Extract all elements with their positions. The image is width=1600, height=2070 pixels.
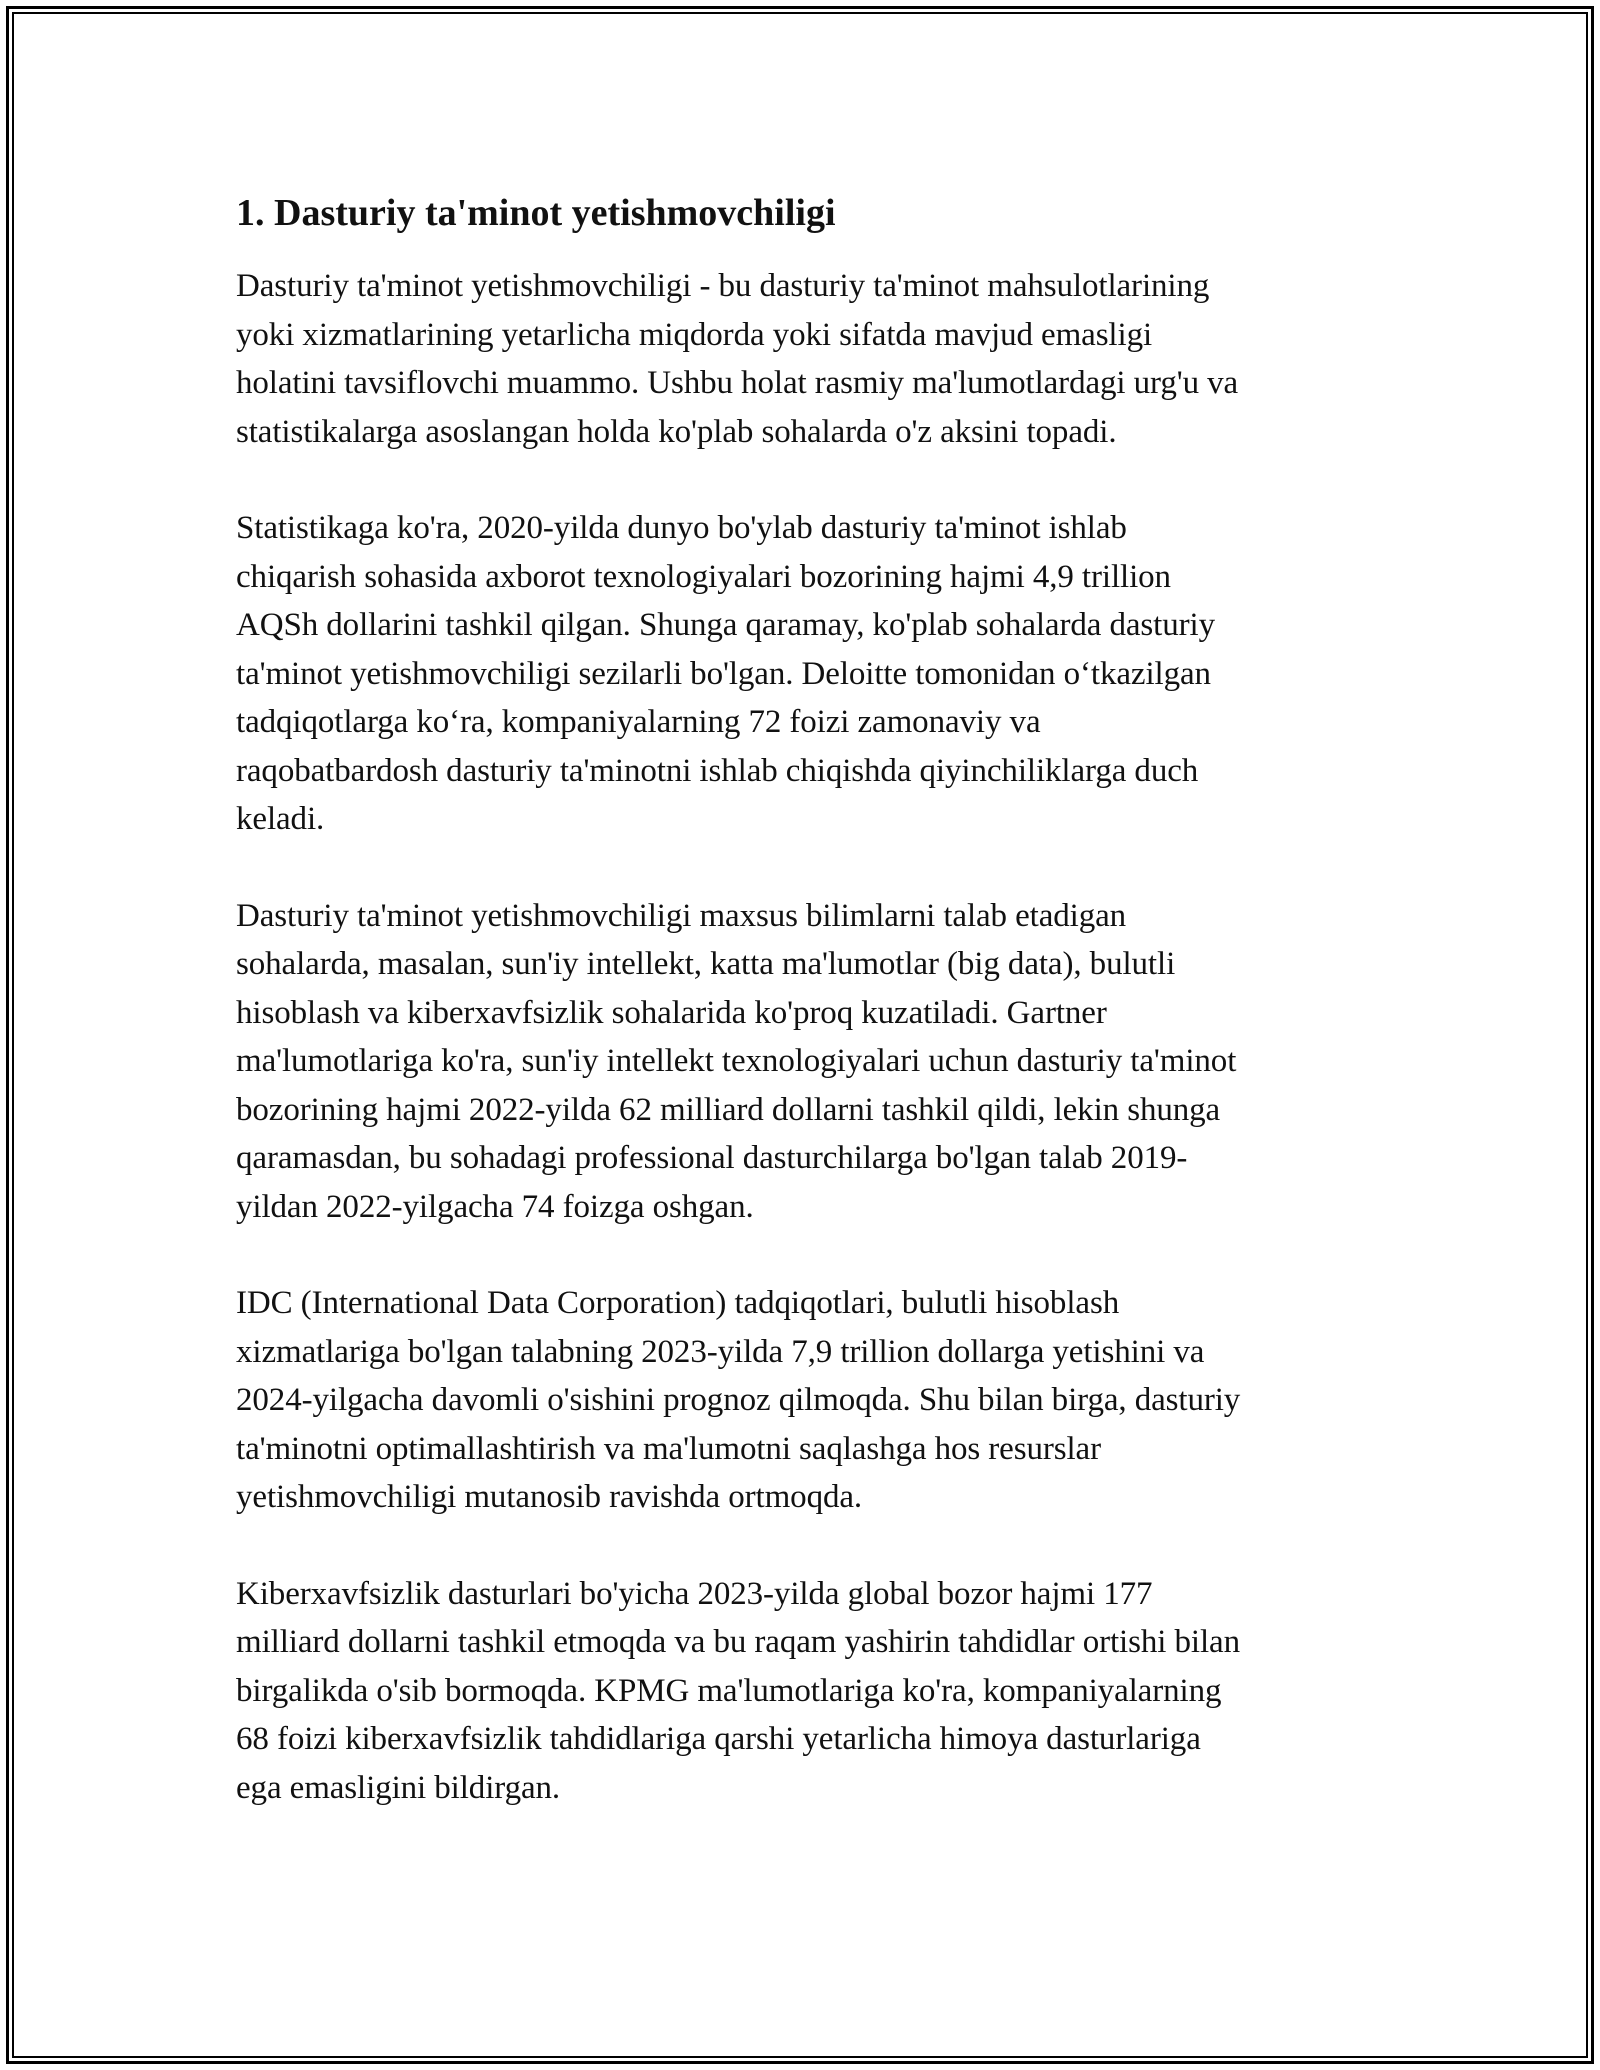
text-line: Kiberxavfsizlik dasturlari bo'yicha 2023-yilda global bozor hajmi 177 [236,1575,1153,1612]
text-line: AQSh dollarini tashkil qilgan. Shunga qaramay, ko'plab sohalarda dasturiy [236,607,1215,643]
text-line: xizmatlariga bo'lgan talabning 2023-yilda 7,9 trillion dollarga yetishini va [236,1333,1205,1370]
text-line: yildan 2022-yilgacha 74 foizga oshgan. [236,1188,754,1225]
paragraph-cybersecurity [236,1570,1366,1813]
text-line: Dasturiy ta'minot yetishmovchiligi - bu dasturiy ta'minot mahsulotlarining [236,268,1210,304]
text-line: milliard dollarni tashkil etmoqda va bu raqam yashirin tahdidlar ortishi bilan [236,1624,1240,1660]
text-line: IDC (International Data Corporation) tadqiqotlari, bulutli hisoblash [236,1285,1120,1321]
text-line: yoki xizmatlarining yetarlicha miqdorda yoki sifatda mavjud emasligi [236,316,1153,353]
text-line: 68 foizi kiberxavfsizlik tahdidlariga qarshi yetarlicha himoya dasturlariga [236,1721,1201,1757]
paragraph-idc [236,1279,1366,1522]
text-line: yetishmovchiligi mutanosib ravishda ortmoqda. [236,1479,863,1515]
text-line: holatini tavsiflovchi muammo. Ushbu holat rasmiy ma'lumotlardagi urg'u va [236,365,1239,401]
text-line: 2024-yilgacha davomli o'sishini prognoz qilmoqda. Shu bilan birga, dasturiy [236,1382,1241,1418]
text-line: ma'lumotlariga ko'ra, sun'iy intellekt texnologiyalari uchun dasturiy ta'minot [236,1043,1237,1079]
text-line: sohalarda, masalan, sun'iy intellekt, katta ma'lumotlar (big data), bulutli [236,946,1176,982]
text-line: chiqarish sohasida axborot texnologiyalari bozorining hajmi 4,9 trillion [236,558,1171,595]
text-line: hisoblash va kiberxavfsizlik sohalarida ko'proq kuzatiladi. Gartner [236,994,1107,1031]
text-line: ta'minotni optimallashtirish va ma'lumotni saqlashga hos resurslar [236,1430,1101,1467]
text-line: bozorining hajmi 2022-yilda 62 milliard dollarni tashkil qildi, lekin shunga [236,1091,1221,1128]
text-line: Statistikaga ko'ra, 2020-yilda dunyo bo'ylab dasturiy ta'minot ishlab [236,510,1127,546]
text-line: ega emasligini bildirgan. [236,1769,561,1806]
text-line: raqobatbardosh dasturiy ta'minotni ishlab chiqishda qiyinchiliklarga duch [236,752,1199,789]
paragraph-specialized-fields [236,892,1366,1232]
text-line: statistikalarga asoslangan holda ko'plab sohalarda o'z aksini topadi. [236,413,1117,450]
text-line: tadqiqotlarga ko‘ra, kompaniyalarning 72 foizi zamonaviy va [236,704,1041,740]
text-line: qaramasdan, bu sohadagi professional dasturchilarga bo'lgan talab 2019- [236,1140,1188,1176]
section-title: 1. Dasturiy ta'minot yetishmovchiligi [236,192,836,234]
text-line: keladi. [236,801,325,837]
text-line: Dasturiy ta'minot yetishmovchiligi maxsus bilimlarni talab etadigan [236,897,1127,934]
text-line: birgalikda o'sib bormoqda. KPMG ma'lumotlariga ko'ra, kompaniyalarning [236,1672,1222,1709]
text-line: ta'minot yetishmovchiligi sezilarli bo'lgan. Deloitte tomonidan o‘tkazilgan [236,655,1211,692]
paragraph-definition [236,262,1366,456]
paragraph-statistics [236,504,1366,844]
document-page [236,190,1366,1860]
